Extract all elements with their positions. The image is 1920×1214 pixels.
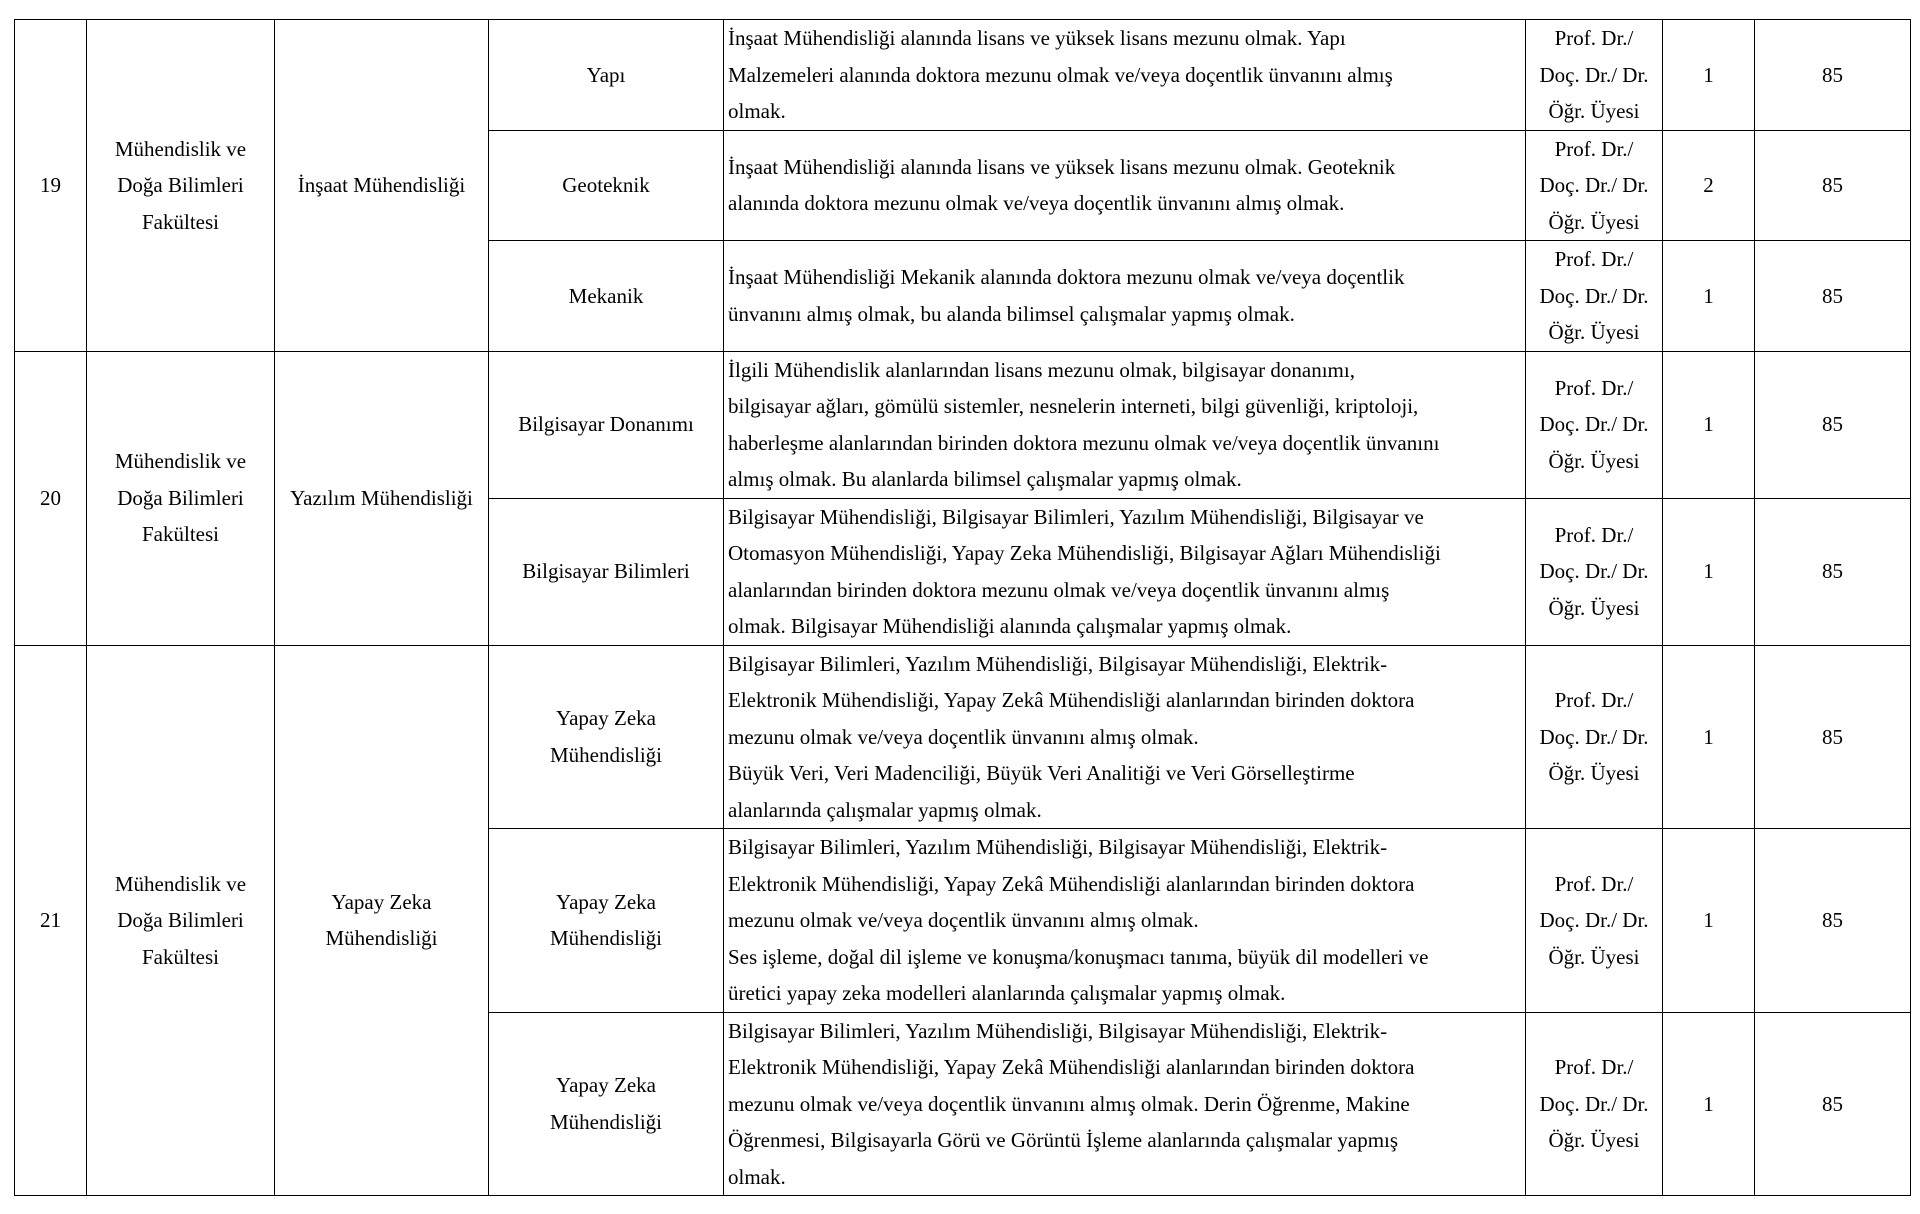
academic-title-line: Doç. Dr./ Dr. (1539, 1091, 1649, 1116)
requirement-text-line: İnşaat Mühendisliği alanında lisans ve yüksek lisans mezunu olmak. Yapı (728, 26, 1346, 50)
field-name (489, 241, 724, 352)
field-name-line: Yapay Zeka (556, 889, 656, 914)
requirement-text-line: İlgili Mühendislik alanlarından lisans mezunu olmak, bilgisayar donanımı, (728, 357, 1355, 382)
requirement-text-line: üretici yapay zeka modelleri alanlarında çalışmalar yapmış olmak. (728, 981, 1286, 1005)
academic-title-line: Öğr. Üyesi (1548, 320, 1640, 344)
requirement-text (724, 351, 1526, 498)
field-name-line: Yapay Zeka (556, 1073, 656, 1098)
position-count: 1 (1663, 645, 1755, 829)
academic-title-line: Doç. Dr./ Dr. (1539, 62, 1649, 87)
requirement-text (724, 241, 1526, 352)
faculty-name-line: Doğa Bilimleri (117, 908, 244, 932)
academic-title-line: Prof. Dr./ (1554, 247, 1634, 271)
minimum-score: 85 (1755, 645, 1911, 829)
requirement-text-line: İnşaat Mühendisliği alanında lisans ve yüksek lisans mezunu olmak. Geoteknik (728, 154, 1396, 179)
academic-title-line: Prof. Dr./ (1554, 688, 1634, 712)
faculty-name (87, 351, 275, 645)
table-row (15, 645, 1911, 829)
position-count: 2 (1663, 130, 1755, 241)
academic-title-line: Öğr. Üyesi (1548, 944, 1640, 969)
academic-title-line: Prof. Dr./ (1554, 136, 1634, 161)
requirement-text-line: Elektronik Mühendisliği, Yapay Zekâ Mühendisliği alanlarından birinden doktora (728, 688, 1415, 712)
requirement-text-line: olmak. Bilgisayar Mühendisliği alanında çalışmalar yapmış olmak. (728, 614, 1292, 638)
requirement-text-line: olmak. (728, 99, 786, 123)
requirement-text-line: mezunu olmak ve/veya doçentlik ünvanını almış olmak. Derin Öğrenme, Makine (728, 1091, 1410, 1116)
field-name (489, 498, 724, 645)
requirement-text-line: almış olmak. Bu alanlarda bilimsel çalışmalar yapmış olmak. (728, 467, 1242, 491)
academic-title-line: Öğr. Üyesi (1548, 448, 1640, 473)
faculty-name (87, 645, 275, 1196)
requirement-text-line: Bilgisayar Mühendisliği, Bilgisayar Bilimleri, Yazılım Mühendisliği, Bilgisayar ve (728, 504, 1424, 529)
faculty-name (87, 20, 275, 352)
minimum-score: 85 (1755, 498, 1911, 645)
minimum-score: 85 (1755, 20, 1911, 131)
field-name (489, 645, 724, 829)
academic-title (1526, 130, 1663, 241)
academic-title-line: Prof. Dr./ (1554, 1055, 1634, 1079)
requirement-text-line: alanında doktora mezunu olmak ve/veya doçentlik ünvanını almış olmak. (728, 191, 1345, 216)
minimum-score: 85 (1755, 829, 1911, 1013)
academic-title-line: Doç. Dr./ Dr. (1539, 283, 1649, 308)
row-number: 20 (15, 351, 87, 645)
department-name-line: İnşaat Mühendisliği (297, 173, 466, 197)
department-name-line: Mühendisliği (325, 926, 438, 951)
academic-title (1526, 829, 1663, 1013)
academic-title-line: Öğr. Üyesi (1548, 761, 1640, 785)
department-name (275, 20, 489, 352)
academic-title-line: Öğr. Üyesi (1548, 99, 1640, 123)
academic-title-line: Öğr. Üyesi (1548, 595, 1640, 620)
table-row (15, 351, 1911, 498)
position-count: 1 (1663, 1012, 1755, 1196)
requirement-text (724, 829, 1526, 1013)
academic-title-line: Prof. Dr./ (1554, 522, 1634, 547)
academic-title (1526, 645, 1663, 829)
faculty-name-line: Mühendislik ve (114, 871, 247, 896)
academic-title-line: Doç. Dr./ Dr. (1539, 173, 1649, 197)
requirement-text-line: Büyük Veri, Veri Madenciliği, Büyük Veri Analitiği ve Veri Görselleştirme (728, 761, 1355, 785)
faculty-name-line: Fakültesi (142, 522, 219, 547)
minimum-score: 85 (1755, 1012, 1911, 1196)
faculty-name-line: Doğa Bilimleri (117, 485, 244, 510)
requirement-text-line: Bilgisayar Bilimleri, Yazılım Mühendisliği, Bilgisayar Mühendisliği, Elektrik- (728, 1018, 1388, 1043)
requirement-text-line: Elektronik Mühendisliği, Yapay Zekâ Mühendisliği alanlarından birinden doktora (728, 871, 1415, 896)
academic-title (1526, 498, 1663, 645)
requirement-text (724, 1012, 1526, 1196)
department-name (275, 645, 489, 1196)
department-name-line: Yapay Zeka (331, 889, 432, 914)
academic-title-line: Doç. Dr./ Dr. (1539, 559, 1649, 584)
academic-title (1526, 1012, 1663, 1196)
department-name-line: Yazılım Mühendisliği (290, 485, 473, 510)
requirement-text (724, 130, 1526, 241)
field-name-line: Mekanik (568, 283, 644, 308)
academic-title-line: Prof. Dr./ (1554, 375, 1634, 400)
requirement-text (724, 498, 1526, 645)
field-name (489, 351, 724, 498)
faculty-name-line: Mühendislik ve (114, 449, 247, 474)
academic-title-line: Doç. Dr./ Dr. (1539, 412, 1649, 437)
field-name-line: Mühendisliği (549, 1109, 662, 1134)
field-name (489, 130, 724, 241)
faculty-name-line: Fakültesi (142, 944, 219, 969)
academic-title-line: Doç. Dr./ Dr. (1539, 724, 1649, 749)
position-listing-table (14, 19, 1911, 1196)
requirement-text-line: Öğrenmesi, Bilgisayarla Görü ve Görüntü İşleme alanlarında çalışmalar yapmış (728, 1128, 1399, 1152)
academic-title (1526, 351, 1663, 498)
field-name-line: Bilgisayar Bilimleri (522, 559, 690, 584)
row-number: 19 (15, 20, 87, 352)
requirement-text-line: alanlarında çalışmalar yapmış olmak. (728, 797, 1042, 822)
field-name-line: Mühendisliği (549, 742, 662, 767)
position-count: 1 (1663, 20, 1755, 131)
position-count: 1 (1663, 498, 1755, 645)
faculty-name-line: Doğa Bilimleri (117, 173, 244, 197)
field-name (489, 829, 724, 1013)
field-name-line: Yapı (586, 62, 626, 87)
requirement-text-line: mezunu olmak ve/veya doçentlik ünvanını almış olmak. (728, 908, 1199, 932)
minimum-score: 85 (1755, 351, 1911, 498)
requirement-text-line: Bilgisayar Bilimleri, Yazılım Mühendisliği, Bilgisayar Mühendisliği, Elektrik- (728, 651, 1388, 676)
requirement-text-line: alanlarından birinden doktora mezunu olmak ve/veya doçentlik ünvanını almış (728, 577, 1390, 602)
table-body (15, 20, 1911, 1196)
requirement-text-line: Bilgisayar Bilimleri, Yazılım Mühendisliği, Bilgisayar Mühendisliği, Elektrik- (728, 835, 1388, 859)
academic-title-line: Öğr. Üyesi (1548, 1128, 1640, 1152)
requirement-text-line: Malzemeleri alanında doktora mezunu olmak ve/veya doçentlik ünvanını almış (728, 62, 1393, 87)
academic-title-line: Prof. Dr./ (1554, 26, 1634, 50)
faculty-name-line: Fakültesi (142, 209, 219, 234)
field-name-line: Mühendisliği (549, 926, 662, 951)
position-count: 1 (1663, 829, 1755, 1013)
position-count: 1 (1663, 351, 1755, 498)
department-name (275, 351, 489, 645)
minimum-score: 85 (1755, 130, 1911, 241)
academic-title-line: Prof. Dr./ (1554, 871, 1634, 896)
requirement-text-line: mezunu olmak ve/veya doçentlik ünvanını almış olmak. (728, 724, 1199, 749)
requirement-text-line: Elektronik Mühendisliği, Yapay Zekâ Mühendisliği alanlarından birinden doktora (728, 1055, 1415, 1079)
faculty-name-line: Mühendislik ve (114, 136, 247, 161)
row-number: 21 (15, 645, 87, 1196)
requirement-text (724, 20, 1526, 131)
field-name (489, 1012, 724, 1196)
field-name (489, 20, 724, 131)
requirement-text (724, 645, 1526, 829)
requirement-text-line: haberleşme alanlarından birinden doktora mezunu olmak ve/veya doçentlik ünvanını (728, 430, 1440, 455)
requirement-text-line: olmak. (728, 1164, 786, 1189)
requirement-text-line: Otomasyon Mühendisliği, Yapay Zeka Mühendisliği, Bilgisayar Ağları Mühendisliği (728, 541, 1441, 565)
academic-title-line: Doç. Dr./ Dr. (1539, 908, 1649, 932)
requirement-text-line: İnşaat Mühendisliği Mekanik alanında doktora mezunu olmak ve/veya doçentlik (728, 265, 1405, 290)
field-name-line: Bilgisayar Donanımı (518, 412, 694, 437)
position-count: 1 (1663, 241, 1755, 352)
academic-title (1526, 241, 1663, 352)
requirement-text-line: ünvanını almış olmak, bu alanda bilimsel çalışmalar yapmış olmak. (728, 301, 1295, 326)
field-name-line: Yapay Zeka (556, 706, 656, 731)
table-row (15, 20, 1911, 131)
requirement-text-line: Ses işleme, doğal dil işleme ve konuşma/konuşmacı tanıma, büyük dil modelleri ve (728, 944, 1429, 969)
field-name-line: Geoteknik (562, 173, 650, 197)
requirement-text-line: bilgisayar ağları, gömülü sistemler, nesnelerin interneti, bilgi güvenliği, kriptoloji, (728, 394, 1419, 418)
academic-title-line: Öğr. Üyesi (1548, 209, 1640, 234)
academic-title (1526, 20, 1663, 131)
minimum-score: 85 (1755, 241, 1911, 352)
